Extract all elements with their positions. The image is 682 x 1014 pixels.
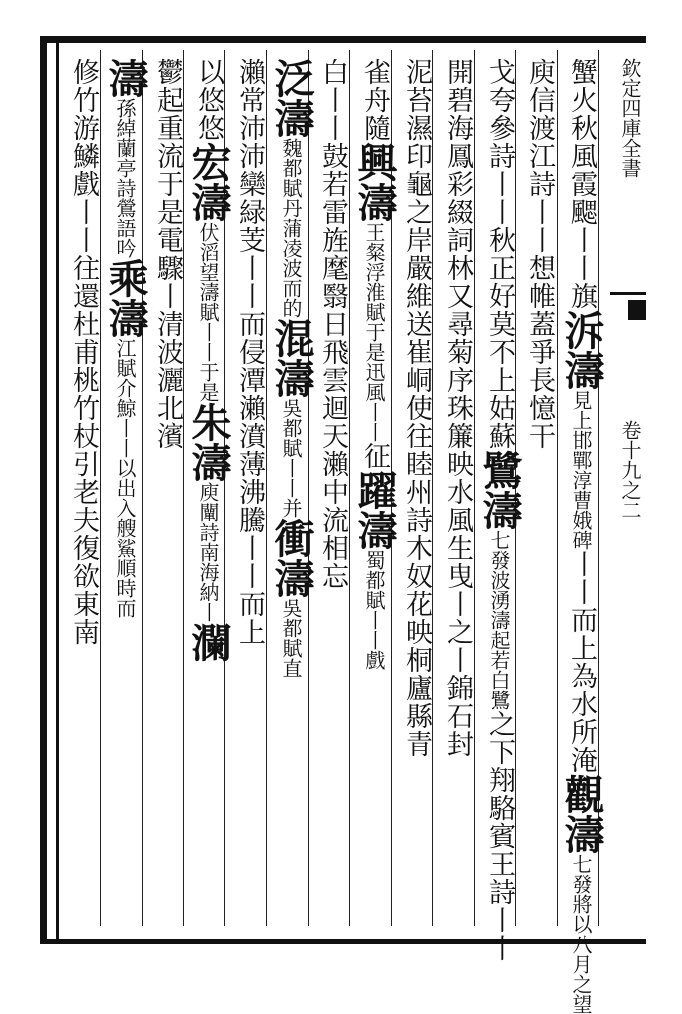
text-column: 白丨丨鼓若雷旌麾翳日飛雲迴天瀨中流相忘	[317, 58, 348, 590]
column-rule	[308, 50, 309, 926]
fishtail-marker	[610, 292, 646, 295]
column-rule	[100, 50, 101, 926]
text-column: 濤孫綽蘭亭詩鶯語吟乘濤江賦介鯨丨丨以出入艘鯊順時而	[102, 58, 149, 618]
column-rule	[349, 50, 350, 926]
text-column: 泥苔濕印龜之岸嚴維送崔峒使往睦州詩木奴花映桐廬縣青	[401, 58, 432, 758]
text-column: 修竹游鱗戲丨丨往還杜甫桃竹杖引老夫復欲東南	[68, 58, 99, 646]
column-rule	[142, 50, 143, 926]
text-column: 鬱起重流于是電驟丨清波灑北濱	[152, 58, 183, 450]
text-column: 庾信渡江詩丨丨想帷蓋爭長憶干	[524, 58, 555, 450]
text-column: 雀舟隨興濤王粲浮淮賦于是迅風丨丨征躍濤蜀都賦丨丨戲	[351, 58, 398, 670]
column-rule	[266, 50, 267, 926]
chapter-mark: 卷十九之二	[618, 420, 642, 520]
text-column: 以悠悠宏濤伏滔望濤賦丨丨于是朱濤庾闡詩南海納丨瀾	[185, 58, 232, 662]
inner-border-line	[56, 36, 59, 944]
page-header: 欽定四庫全書	[618, 58, 642, 178]
text-column: 泛濤魏都賦丹蒲凌波而的混濤吳都賦丨丨并衝濤吳都賦直	[268, 58, 315, 678]
text-column: 瀨常沛沛欒緑芰丨丨而侵潭瀨濆薄沸騰丨丨而上	[234, 58, 265, 646]
text-column: 戈夸參詩丨丨秋正好莫不上姑蘇鷺濤七發波湧濤起若白鷺之下翔駱賓王詩丨丨	[476, 58, 523, 962]
fishtail-marker-block	[628, 300, 646, 320]
text-column: 開碧海鳳彩綴詞林又尋菊序珠簾映水風生曳丨之丨錦石封	[442, 58, 473, 758]
text-column: 蟹火秋風霞颸丨丨旗泝濤見上邯鄲淳曹娥碑丨丨而上為水所淹觀濤七發將以八月之望	[558, 58, 605, 1014]
column-rule	[474, 50, 475, 926]
